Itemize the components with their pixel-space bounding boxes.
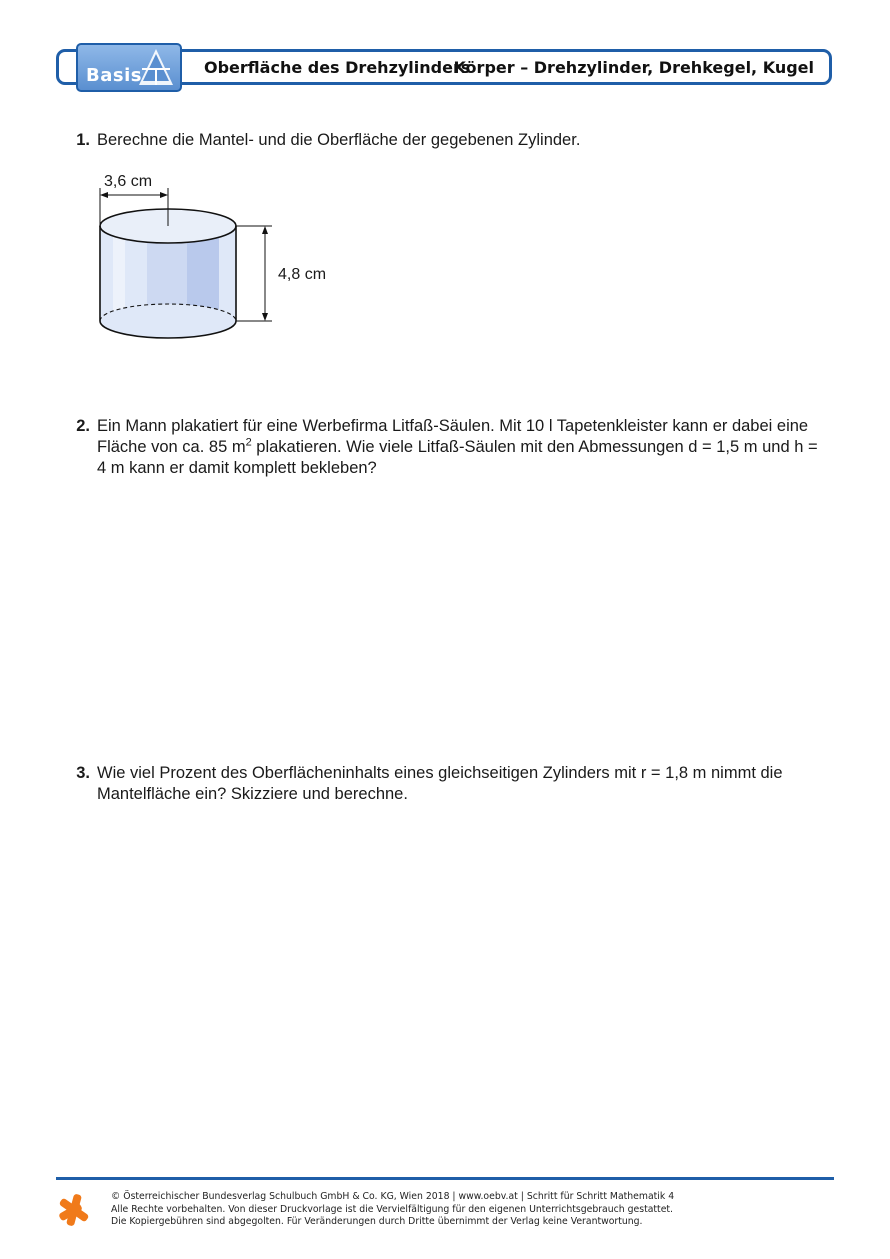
footer-line: © Österreichischer Bundesverlag Schulbuch GmbH & Co. KG, Wien 2018 | www.oebv.at | Schritt für Schritt Mathematik 4 xyxy=(111,1191,675,1202)
task-number: 1. xyxy=(76,131,90,149)
cylinder-figure xyxy=(95,170,345,350)
superscript: 2 xyxy=(245,436,252,449)
height-label: 4,8 cm xyxy=(278,266,327,283)
topic-title: Körper – Drehzylinder, Drehkegel, Kugel xyxy=(453,58,814,77)
radius-label: 3,6 cm xyxy=(104,173,153,190)
task-number: 3. xyxy=(76,764,90,782)
footer-line: Alle Rechte vorbehalten. Von dieser Druckvorlage ist die Vervielfältigung für den eigenen Unterrichtsgebrauch gestattet. xyxy=(111,1203,674,1215)
cylinder-drawing xyxy=(95,170,345,345)
task-number: 2. xyxy=(76,417,90,435)
task-text: Wie viel Prozent des Oberflächeninhalts eines gleichseitigen Zylinders mit r = 1,8 m nimmt die Mantelfläche ein? Skizziere und berechne. xyxy=(97,764,783,803)
basis-badge xyxy=(76,43,182,92)
task-text-part: Ein Mann plakatiert für eine Werbefirma Litfaß-Säulen. Mit 10 l Tapetenkleister kann er dabei eine Fläche von ca. 85 m xyxy=(97,417,809,456)
footer-divider xyxy=(56,1177,834,1180)
footer-line: Die Kopiergebühren sind abgegolten. Für Veränderungen durch Dritte übernimmt der Verlag keine Verantwortung. xyxy=(111,1216,643,1227)
page-title: Oberfläche des Drehzylinders xyxy=(204,58,471,77)
task-text xyxy=(97,416,827,479)
badge-label: Basis xyxy=(86,65,142,86)
task-text: Berechne die Mantel- und die Oberfläche der gegebenen Zylinder. xyxy=(97,131,581,149)
publisher-logo-icon xyxy=(56,1192,92,1233)
task-text-part: plakatieren. Wie viele Litfaß-Säulen mit den Abmessungen d = 1,5 m und h = 4 m kann er damit komplett bekleben? xyxy=(97,438,818,477)
footer-copyright xyxy=(111,1191,674,1229)
